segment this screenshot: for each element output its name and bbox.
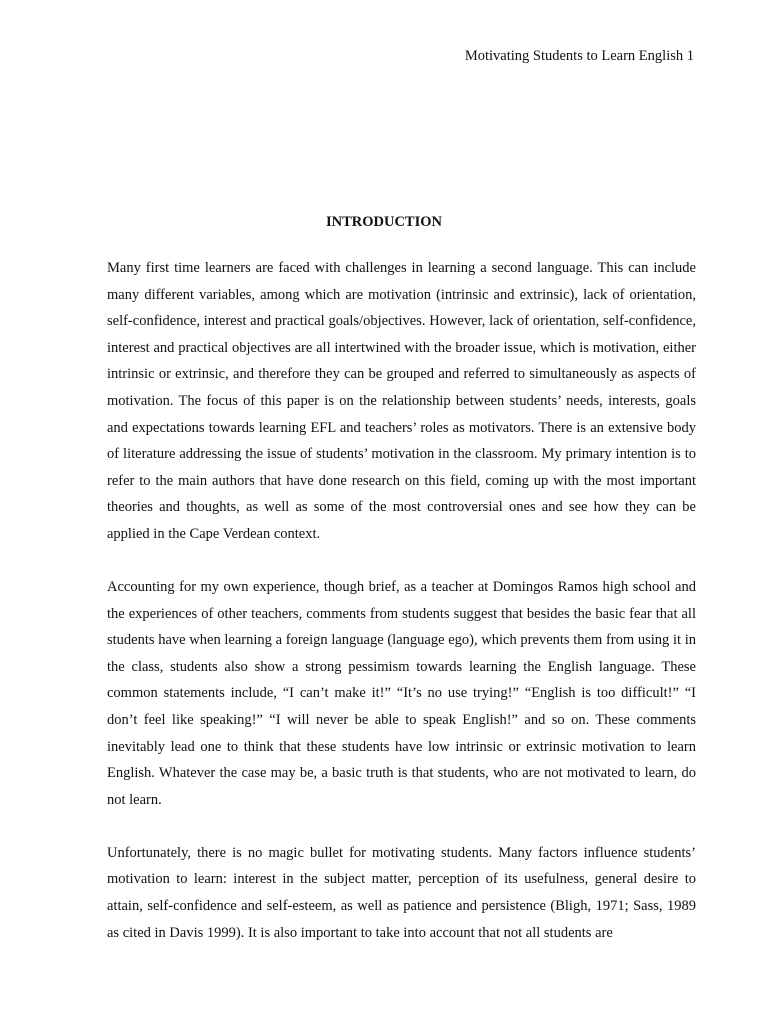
body-text [107,255,696,973]
section-title: INTRODUCTION [325,214,442,230]
running-head: Motivating Students to Learn English 1 [464,48,694,64]
paragraph-1: Many first time learners are faced with challenges in learning a second language. This can include many different variables, among which are motivation (intrinsic and extrinsic), lack of orientation, self-confidence, interest and practical goals/objectives. However, lack of orientation, self-confidence, interest and practical objectives are all intertwined with the broader issue, which is motivation, either intrinsic or extrinsic, and therefore they can be grouped and referred to simultaneously as aspects of motivation. The focus of this paper is on the relationship between students’ needs, interests, goals and expectations towards learning EFL and teachers’ roles as motivators. There is an extensive body of literature addressing the issue of students’ motivation in the classroom. My primary intention is to refer to the main authors that have done research on this field, coming up with the most important theories and thoughts, as well as some of the most controversial ones and see how they can be applied in the Cape Verdean context. [107,260,696,542]
paragraph-3: Unfortunately, there is no magic bullet for motivating students. Many factors influence students’ motivation to learn: interest in the subject matter, perception of its usefulness, general desire to attain, self-confidence and self-esteem, as well as patience and persistence (Bligh, 1971; Sass, 1989 as cited in Davis 1999). It is also important to take into account that not all students are [107,844,696,941]
paragraph-2: Accounting for my own experience, though brief, as a teacher at Domingos Ramos high school and the experiences of other teachers, comments from students suggest that besides the basic fear that all students have when learning a foreign language (language ego), which prevents them from using it in the class, students also show a strong pessimism towards learning the English language. These common statements include, “I can’t make it!” “It’s no use trying!” “English is too difficult!” “I don’t feel like speaking!” “I will never be able to speak English!” and so on. These comments inevitably lead one to think that these students have low intrinsic or extrinsic motivation to learn English. Whatever the case may be, a basic truth is that students, who are not motivated to learn, do not learn. [107,579,696,808]
